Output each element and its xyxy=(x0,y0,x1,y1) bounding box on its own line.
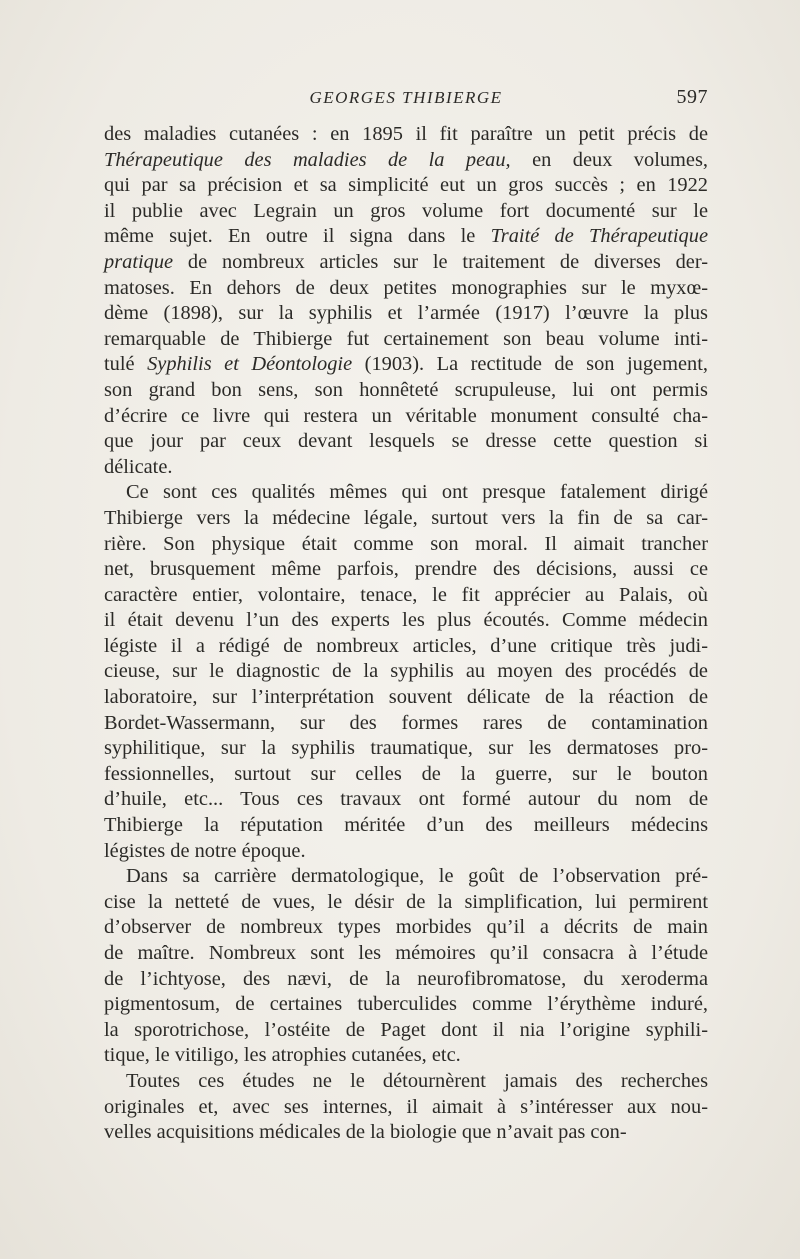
text-run: tulé xyxy=(104,353,148,376)
running-head xyxy=(104,84,708,114)
text-run: syphilitique, sur la syphilis traumatique, sur les dermatoses pro- xyxy=(104,737,708,760)
text-line xyxy=(104,813,708,839)
text-line xyxy=(104,992,708,1018)
text-run: Dans sa carrière dermatologique, le goût de l’observation pré- xyxy=(126,865,708,888)
text-run: son grand bon sens, son honnêteté scrupuleuse, lui ont permis xyxy=(104,378,708,401)
text-line xyxy=(104,301,708,327)
text-line xyxy=(104,941,708,967)
text-line xyxy=(104,199,708,225)
paragraph xyxy=(104,122,708,480)
text-line xyxy=(104,480,708,506)
text-line xyxy=(104,967,708,993)
text-line xyxy=(104,224,708,250)
text-run: velles acquisitions médicales de la biologie que n’avait pas con- xyxy=(104,1121,627,1144)
text-run: il était devenu l’un des experts les plus écoutés. Comme médecin xyxy=(104,609,708,632)
text-line xyxy=(104,787,708,813)
text-line xyxy=(104,173,708,199)
text-run: (1903). La rectitude de son jugement, xyxy=(352,353,708,376)
paragraph xyxy=(104,1069,708,1146)
text-line xyxy=(104,276,708,302)
text-run: tique, le vitiligo, les atrophies cutanées, etc. xyxy=(104,1044,461,1067)
text-run: dème (1898), sur la syphilis et l’armée (1917) l’œuvre la plus xyxy=(104,302,708,325)
text-run: que jour par ceux devant lesquels se dresse cette question si xyxy=(104,430,708,453)
text-line xyxy=(104,404,708,430)
text-line xyxy=(104,506,708,532)
text-line xyxy=(104,1120,708,1146)
text-run: d’écrire ce livre qui restera un véritable monument consulté cha- xyxy=(104,404,708,427)
text-run: originales et, avec ses internes, il aimait à s’intéresser aux nou- xyxy=(104,1095,708,1118)
text-line xyxy=(104,455,708,481)
text-line xyxy=(104,250,708,276)
text-run: Thibierge vers la médecine légale, surtout vers la fin de sa car- xyxy=(104,506,708,529)
text-line xyxy=(104,1043,708,1069)
text-run: qui par sa précision et sa simplicité eut un gros succès ; en 1922 xyxy=(104,174,708,197)
text-line xyxy=(104,1018,708,1044)
text-line xyxy=(104,557,708,583)
text-line xyxy=(104,1095,708,1121)
text-run: des maladies cutanées : en 1895 il fit paraître un petit précis de xyxy=(104,123,708,145)
text-run: délicate. xyxy=(104,455,173,478)
text-run: d’observer de nombreux types morbides qu’il a décrits de main xyxy=(104,916,708,939)
text-line xyxy=(104,352,708,378)
text-line xyxy=(104,1069,708,1095)
text-line xyxy=(104,148,708,174)
text-line xyxy=(104,915,708,941)
text-run: Toutes ces études ne le détournèrent jamais des recherches xyxy=(126,1069,708,1092)
text-run: cise la netteté de vues, le désir de la simplification, lui permirent xyxy=(104,890,708,913)
text-run: pigmentosum, de certaines tuberculides comme l’érythème induré, xyxy=(104,993,708,1016)
italic-title: Thérapeutique des maladies de la peau, xyxy=(104,148,511,171)
body-text xyxy=(104,122,708,1146)
text-run: caractère entier, volontaire, tenace, le fit apprécier au Palais, où xyxy=(104,583,708,606)
text-line xyxy=(104,762,708,788)
paragraph xyxy=(104,480,708,864)
text-line xyxy=(104,736,708,762)
text-run: de maître. Nombreux sont les mémoires qu’il consacra à l’étude xyxy=(104,942,708,964)
text-run: cieuse, sur le diagnostic de la syphilis au moyen des procédés de xyxy=(104,660,708,683)
text-line xyxy=(104,327,708,353)
text-run: laboratoire, sur l’interprétation souvent délicate de la réaction de xyxy=(104,686,708,709)
text-run: il publie avec Legrain un gros volume fort documenté sur le xyxy=(104,199,708,222)
text-run: même sujet. En outre il signa dans le xyxy=(104,225,491,248)
text-line xyxy=(104,608,708,634)
text-line xyxy=(104,122,708,148)
text-line xyxy=(104,659,708,685)
text-run: matoses. En dehors de deux petites monographies sur le myxœ- xyxy=(104,276,708,299)
text-run: la sporotrichose, l’ostéite de Paget dont il nia l’origine syphili- xyxy=(104,1018,708,1041)
running-title: GEORGES THIBIERGE xyxy=(309,88,503,107)
text-run: d’huile, etc... Tous ces travaux ont formé autour du nom de xyxy=(104,788,708,811)
text-run: Bordet-Wassermann, sur des formes rares de contamination xyxy=(104,711,708,734)
text-line xyxy=(104,532,708,558)
text-run: légiste il a rédigé de nombreux articles, d’une critique très judi- xyxy=(104,634,708,657)
text-line xyxy=(104,839,708,865)
text-run: en deux volumes, xyxy=(510,148,708,171)
text-line xyxy=(104,711,708,737)
text-line xyxy=(104,634,708,660)
text-line xyxy=(104,378,708,404)
italic-title: Traité de Thérapeutique xyxy=(490,225,708,248)
text-line xyxy=(104,864,708,890)
page-number: 597 xyxy=(676,86,708,108)
text-run: remarquable de Thibierge fut certainement son beau volume inti- xyxy=(104,327,708,350)
text-run: fessionnelles, surtout sur celles de la guerre, sur le bouton xyxy=(104,762,708,785)
text-line xyxy=(104,583,708,609)
text-line xyxy=(104,429,708,455)
italic-title: pratique xyxy=(104,250,174,273)
text-run: Thibierge la réputation méritée d’un des meilleurs médecins xyxy=(104,814,708,837)
text-run: de l’ichtyose, des nævi, de la neurofibromatose, du xeroderma xyxy=(104,967,708,990)
text-run: net, brusquement même parfois, prendre des décisions, aussi ce xyxy=(104,558,708,581)
text-line xyxy=(104,685,708,711)
text-line xyxy=(104,890,708,916)
text-run: de nombreux articles sur le traitement de diverses der- xyxy=(173,250,708,273)
text-run: rière. Son physique était comme son moral. Il aimait trancher xyxy=(104,532,708,555)
paragraph xyxy=(104,864,708,1069)
text-run: Ce sont ces qualités mêmes qui ont presque fatalement dirigé xyxy=(126,481,708,504)
text-run: légistes de notre époque. xyxy=(104,839,306,862)
italic-title: Syphilis et Déontologie xyxy=(147,353,353,376)
